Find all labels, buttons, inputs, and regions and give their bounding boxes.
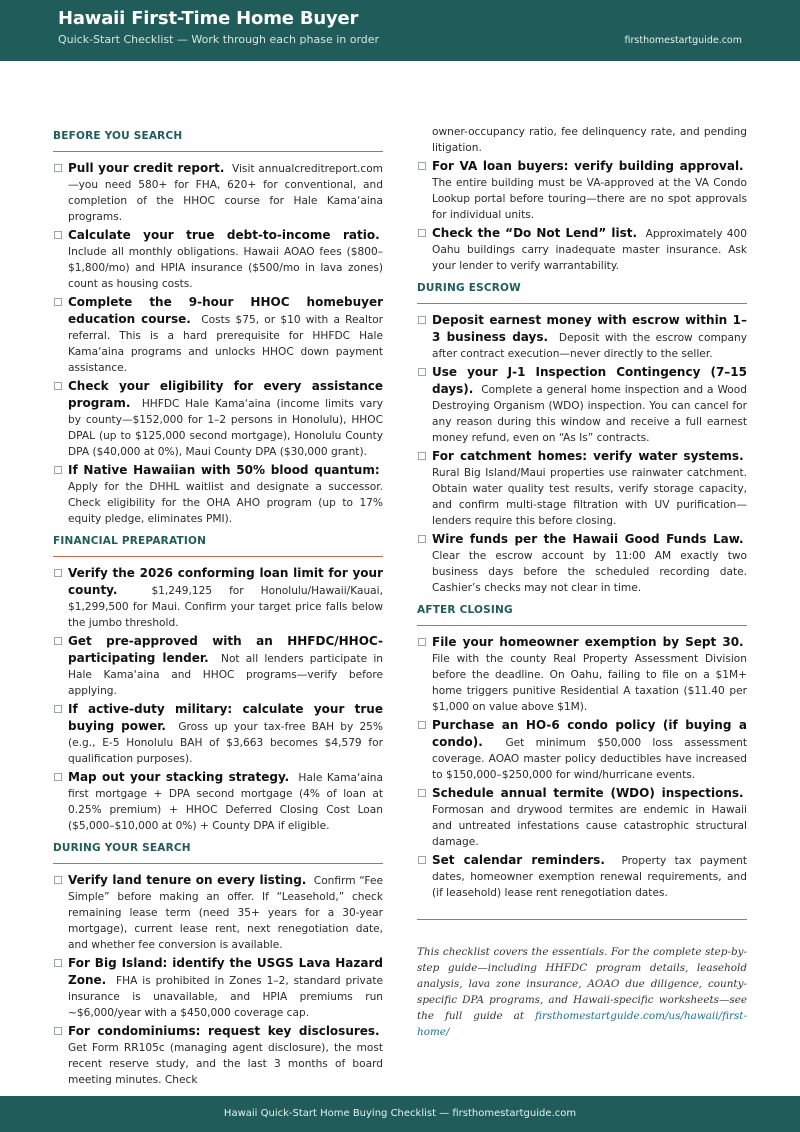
closing-note: This checklist covers the essentials. For the complete step-by-step guide—including HHFDC program details, leasehold analysis, lava zone insurance, AOAO due diligence, county-specific DPA programs, and Hawaii-specific worksheets—see the full guide at firsthomestartguide.com/us/hawaii/first-home/ [417,946,747,1038]
checkbox-icon[interactable] [418,638,426,646]
checklist-during-your-search [53,872,383,1088]
checklist-item[interactable]: Pull your credit report. Visit annualcreditreport.com—you need 580+ for FHA, 620+ for conventional, and completion of the HHOC course for Hale Kama‘aina programs. [53,160,383,225]
section-heading-during-your-search: DURING YOUR SEARCH [53,842,191,854]
full-guide-link[interactable]: firsthomestartguide.com/us/hawaii/first-home/ [417,1010,747,1038]
page-footer: Hawaii Quick-Start Home Buying Checklist — firsthomestartguide.com [0,1096,800,1132]
checklist-financial-preparation [53,565,383,834]
section-divider [53,151,383,152]
checkbox-icon[interactable] [418,721,426,729]
checklist-item[interactable]: Verify the 2026 conforming loan limit for your county. $1,249,125 for Honolulu/Hawaii/Kauai, $1,299,500 for Maui. Confirm your target price falls below the jumbo threshold. [53,565,383,631]
checklist-item[interactable]: Calculate your true debt-to-income ratio. Include all monthly obligations. Hawaii AOAO fees ($800–$1,800/mo) and HPIA insurance ($500/mo in lava zones) count as housing costs. [53,227,383,292]
checkbox-icon[interactable] [418,789,426,797]
checkbox-icon[interactable] [54,1027,62,1035]
checklist-item[interactable]: Map out your stacking strategy. Hale Kama‘aina first mortgage + DPA second mortgage (4% of loan at 0.25% premium) + HHOC Deferred Closing Cost Loan ($5,000–$10,000 at 0%) + County DPA if eligible. [53,769,383,834]
checklist-item[interactable]: For Big Island: identify the USGS Lava Hazard Zone. FHA is prohibited in Zones 1–2, standard private insurance is unavailable, and HPIA premiums run ~$6,000/year with a $450,000 coverage cap. [53,955,383,1021]
checklist-during-escrow [417,312,747,596]
header-site-link[interactable]: firsthomestartguide.com [624,35,742,46]
checkbox-icon[interactable] [54,231,62,239]
checkbox-icon[interactable] [54,876,62,884]
section-divider [417,625,747,626]
checklist-item[interactable]: Complete the 9-hour HHOC homebuyer education course. Costs $75, or $10 with a Realtor referral. This is a hard prerequisite for HHFDC Hale Kama‘aina programs and unlocks HHOC down payment assistance. [53,294,383,376]
checkbox-icon[interactable] [54,164,62,172]
checkbox-icon[interactable] [418,368,426,376]
checklist-item[interactable]: Verify land tenure on every listing. Confirm “Fee Simple” before making an offer. If “Leasehold,” check remaining lease term (need 35+ years for a 30-year mortgage), current lease rent, next renegotiation date, and whether fee conversion is available. [53,872,383,953]
right-column [417,124,747,1040]
section-divider [53,863,383,864]
checklist-item[interactable]: Wire funds per the Hawaii Good Funds Law. Clear the escrow account by 11:00 AM exactly two business days before the scheduled recording date. Cashier’s checks may not clear in time. [417,531,747,596]
checklist-item[interactable]: Use your J-1 Inspection Contingency (7–15 days). Complete a general home inspection and a Wood Destroying Organism (WDO) inspection. You can cancel for any reason during this window and receive a full earnest money refund, even on “As Is” contracts. [417,364,747,446]
checklist-item[interactable]: Set calendar reminders. Property tax payment dates, homeowner exemption renewal requirements, and (if leasehold) lease rent renegotiation dates. [417,852,747,901]
checkbox-icon[interactable] [418,856,426,864]
checklist-item[interactable]: Get pre-approved with an HHFDC/HHOC-participating lender. Not all lenders participate in Hale Kama‘aina and HHOC programs—verify before applying. [53,633,383,699]
section-heading-during-escrow: DURING ESCROW [417,282,521,294]
checkbox-icon[interactable] [54,382,62,390]
checklist-item[interactable]: If Native Hawaiian with 50% blood quantum: Apply for the DHHL waitlist and designate a successor. Check eligibility for the OHA AHO program (up to 17% equity pledge, eliminates PMI). [53,462,383,527]
checklist-item[interactable]: File your homeowner exemption by Sept 30. File with the county Real Property Assessment Division before the deadline. On Oahu, failing to file on a $1M+ home triggers punitive Residential A taxation ($11.40 per $1,000 on value above $1M). [417,634,747,715]
checklist-item[interactable]: Check the “Do Not Lend” list. Approximately 400 Oahu buildings carry inadequate master insurance. Ask your lender to verify warrantability. [417,225,747,274]
checklist-after-closing [417,634,747,901]
checkbox-icon[interactable] [54,705,62,713]
section-divider [53,556,383,557]
checklist-before-you-search [53,160,383,527]
checkbox-icon[interactable] [418,316,426,324]
checkbox-icon[interactable] [54,773,62,781]
left-column [53,124,383,1090]
section-heading-after-closing: AFTER CLOSING [417,604,513,616]
checklist-item[interactable]: Check your eligibility for every assistance program. HHFDC Hale Kama‘aina (income limits vary by county—$152,000 for 1–2 persons in Honolulu), HHOC DPAL (up to $125,000 second mortgage), Honolulu County DPA ($40,000 at 0%), Maui County DPA ($30,000 grant). [53,378,383,460]
checklist-item[interactable]: Schedule annual termite (WDO) inspections. Formosan and drywood termites are endemic in Hawaii and untreated infestations cause catastrophic structural damage. [417,785,747,850]
checkbox-icon[interactable] [54,569,62,577]
checklist-item[interactable]: Deposit earnest money with escrow within 1–3 business days. Deposit with the escrow company after contract execution—never directly to the seller. [417,312,747,362]
section-heading-financial-preparation: FINANCIAL PREPARATION [53,535,207,547]
checkbox-icon[interactable] [418,535,426,543]
checklist-item[interactable]: For catchment homes: verify water systems. Rural Big Island/Maui properties use rainwater catchment. Obtain water quality test results, verify storage capacity, and confirm multi-stage filtration with UV purification—lenders require this before closing. [417,448,747,529]
checklist-item[interactable]: For VA loan buyers: verify building approval. The entire building must be VA-approved at the VA Condo Lookup portal before touring—there are no spot approvals for individual units. [417,158,747,223]
section-divider [417,303,747,304]
closing-divider [417,919,747,920]
checklist-item[interactable]: For condominiums: request key disclosures. Get Form RR105c (managing agent disclosure), the most recent reserve study, and the last 3 months of board meeting minutes. Check [53,1023,383,1088]
page-header [0,0,800,61]
page-subtitle: Quick-Start Checklist — Work through each phase in order [58,33,380,46]
checkbox-icon[interactable] [54,637,62,645]
checkbox-icon[interactable] [418,229,426,237]
section-heading-before-you-search: BEFORE YOU SEARCH [53,130,183,142]
checklist-item[interactable]: Purchase an HO-6 condo policy (if buying a condo). Get minimum $50,000 loss assessment coverage. AOAO master policy deductibles have increased to $150,000–$250,000 for wind/hurricane events. [417,717,747,783]
checkbox-icon[interactable] [54,466,62,474]
checkbox-icon[interactable] [418,452,426,460]
page-title: Hawaii First-Time Home Buyer [58,8,359,29]
checkbox-icon[interactable] [54,298,62,306]
checkbox-icon[interactable] [418,162,426,170]
checklist-item-continuation: owner-occupancy ratio, fee delinquency rate, and pending litigation. [432,126,747,154]
checklist-item[interactable]: If active-duty military: calculate your true buying power. Gross up your tax-free BAH by 25% (e.g., E-5 Honolulu BAH of $3,663 becomes $4,579 for qualification purposes). [53,701,383,767]
checkbox-icon[interactable] [54,959,62,967]
